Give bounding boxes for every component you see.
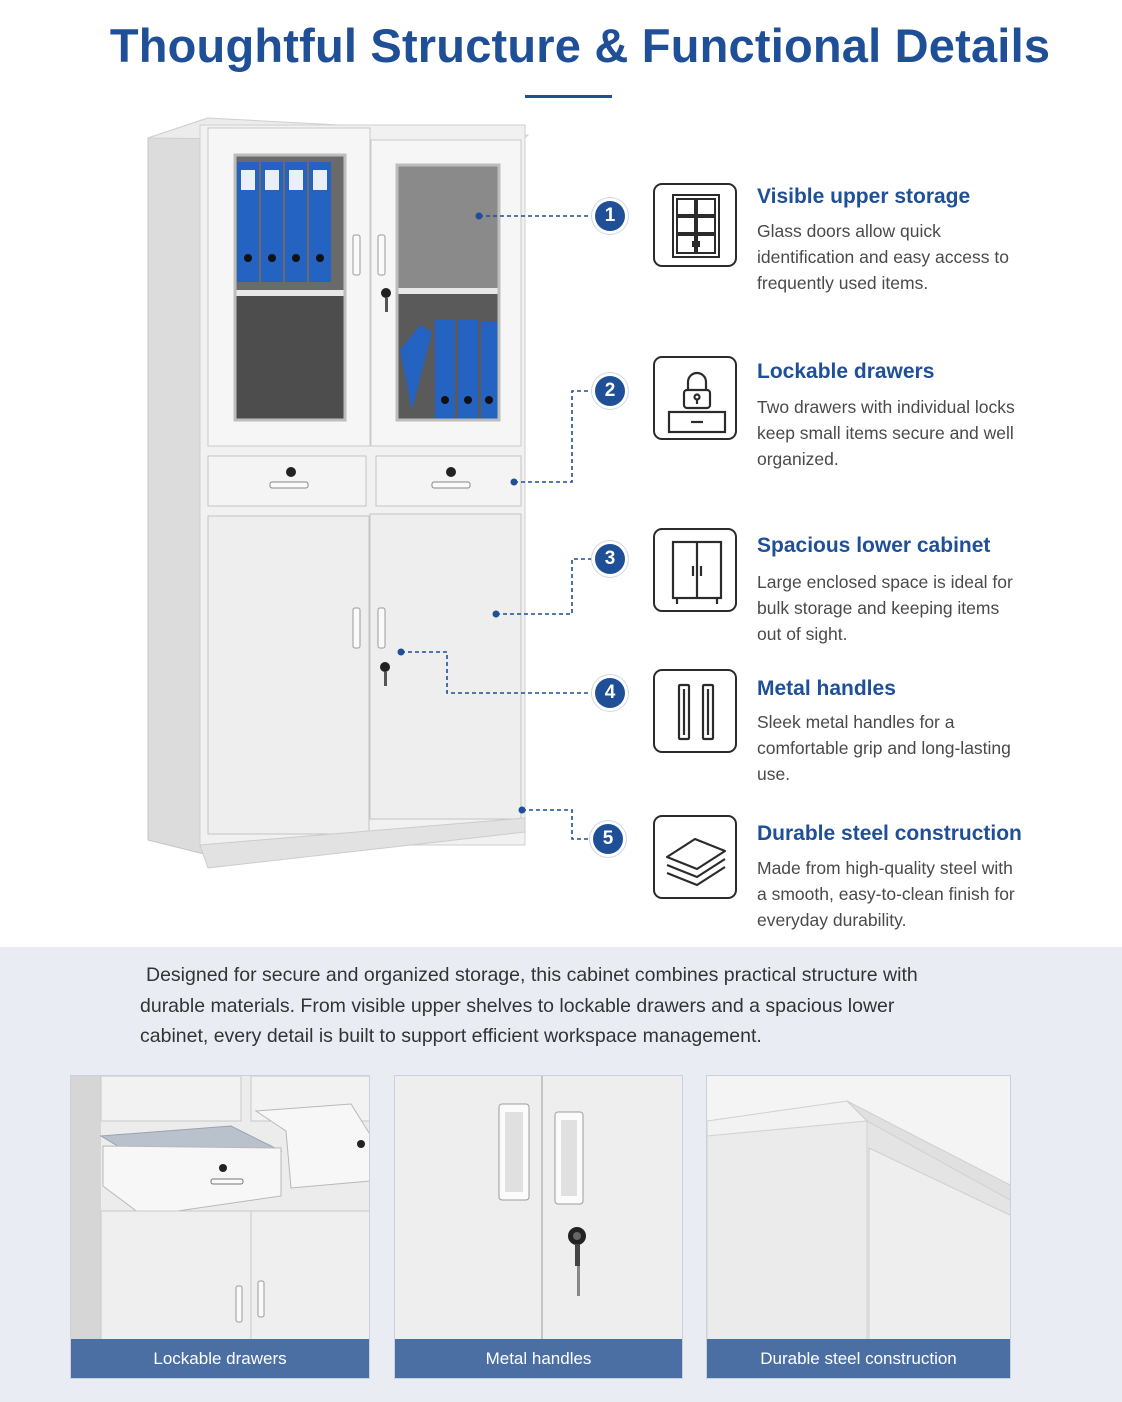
feature-title-visible-upper-storage: Visible upper storage xyxy=(757,185,971,208)
feature-desc-durable-steel-construction: Made from high-quality steel with a smooth, easy-to-clean finish for everyday durability. xyxy=(757,858,1015,930)
feature-title-durable-steel-construction: Durable steel construction xyxy=(757,822,1022,845)
feature-title-spacious-lower-cabinet: Spacious lower cabinet xyxy=(757,534,991,557)
double-door-cabinet-icon xyxy=(653,528,737,612)
feature-badge-4: 4 xyxy=(595,678,625,708)
feature-desc-visible-upper-storage: Glass doors allow quick identification and easy access to frequently used items. xyxy=(757,221,1009,293)
photo-caption-metal-handles: Metal handles xyxy=(395,1339,682,1378)
feature-badge-3: 3 xyxy=(595,544,625,574)
photo-durable-steel-construction xyxy=(706,1075,1011,1379)
padlock-drawer-icon xyxy=(653,356,737,440)
feature-title-lockable-drawers: Lockable drawers xyxy=(757,360,935,383)
feature-badge-5: 5 xyxy=(593,824,623,854)
feature-badge-2: 2 xyxy=(595,376,625,406)
photo-caption-durable-steel-construction: Durable steel construction xyxy=(707,1339,1010,1378)
photo-metal-handles xyxy=(394,1075,683,1379)
glass-door-cabinet-icon xyxy=(653,183,737,267)
title-underline xyxy=(525,95,612,98)
feature-desc-metal-handles: Sleek metal handles for a comfortable grip and long-lasting use. xyxy=(757,712,1011,784)
photo-caption-lockable-drawers: Lockable drawers xyxy=(71,1339,369,1378)
page-title: Thoughtful Structure & Functional Details xyxy=(109,19,1051,72)
feature-desc-lockable-drawers: Two drawers with individual locks keep small items secure and well organized. xyxy=(757,397,1015,469)
feature-title-metal-handles: Metal handles xyxy=(757,677,896,700)
steel-layers-icon xyxy=(653,815,737,899)
cabinet-illustration xyxy=(140,110,540,880)
summary-paragraph: Designed for secure and organized storage, this cabinet combines practical structure with durable materials. From visible upper shelves to lockable drawers and a spacious lower cabinet, every detail is built to support efficient workspace management. xyxy=(140,964,918,1047)
feature-desc-spacious-lower-cabinet: Large enclosed space is ideal for bulk storage and keeping items out of sight. xyxy=(757,572,1013,644)
metal-handles-icon xyxy=(653,669,737,753)
feature-badge-1: 1 xyxy=(595,201,625,231)
photo-lockable-drawers xyxy=(70,1075,370,1379)
